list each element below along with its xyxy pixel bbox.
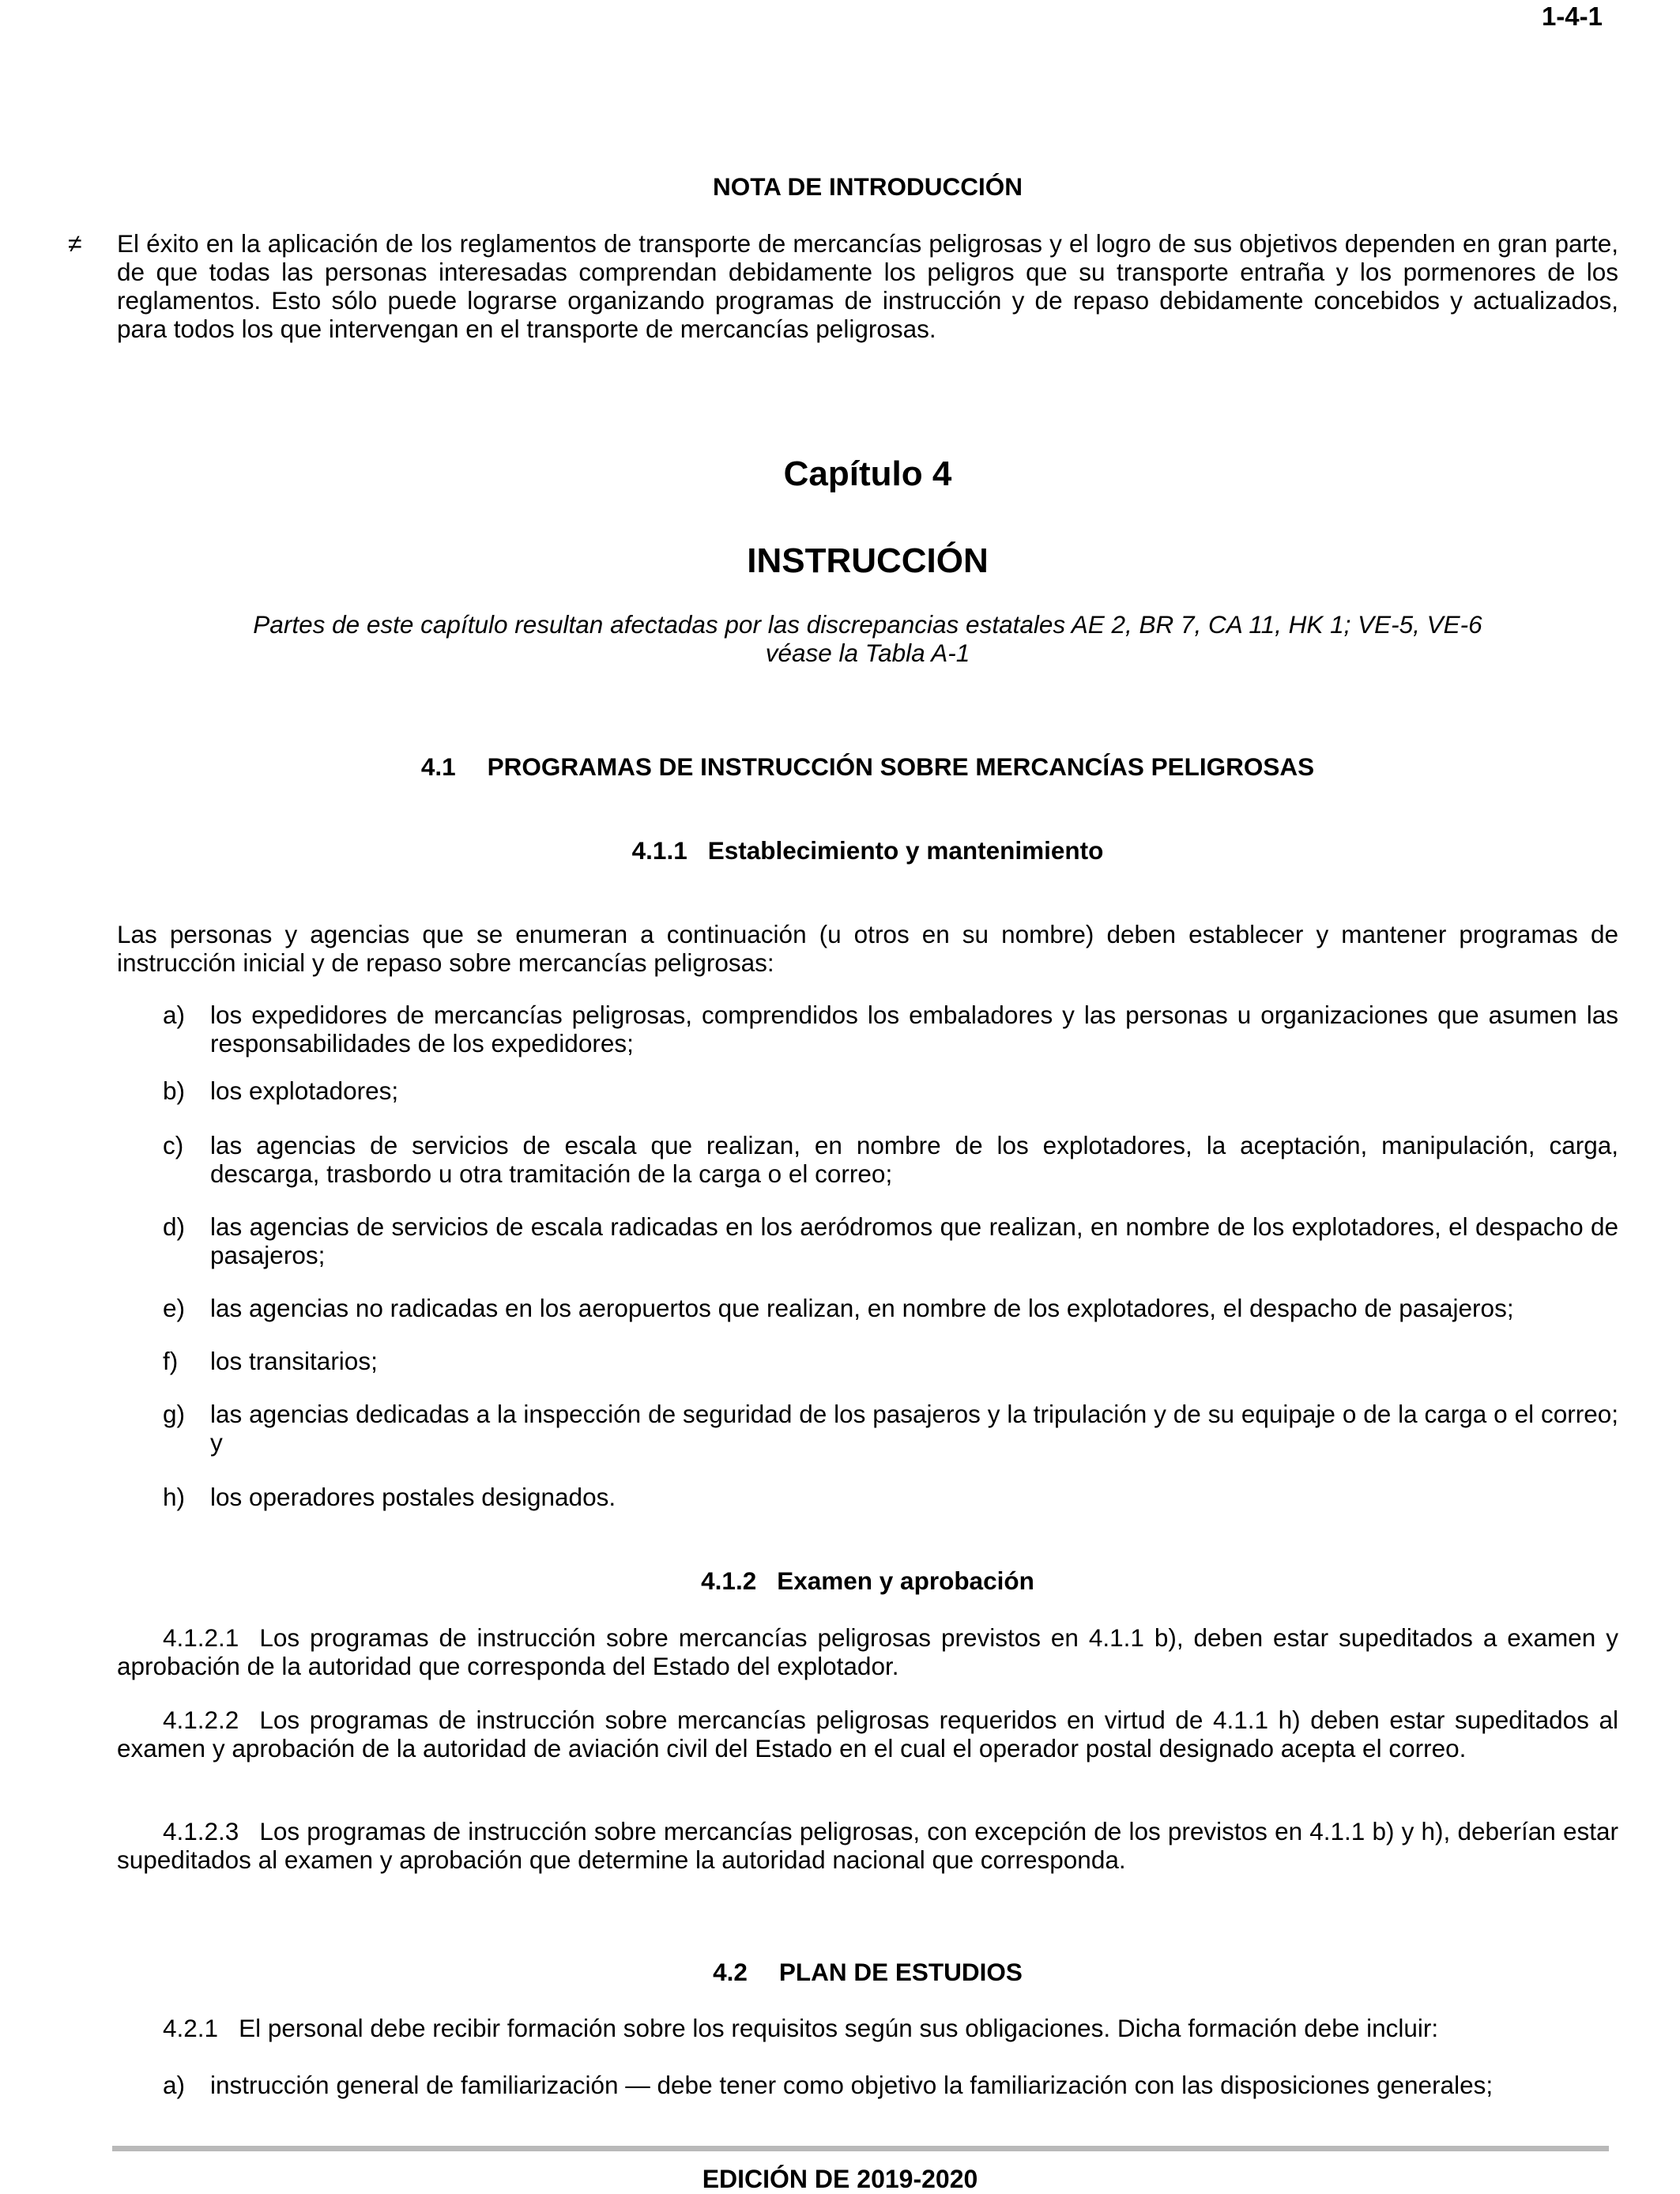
intro-paragraph (68, 229, 1618, 343)
list-marker: g) (163, 1400, 186, 1428)
list-item (117, 1294, 1618, 1322)
paragraph-text: Los programas de instrucción sobre mercancías peligrosas, con excepción de los previstos en 4.1.1 b) y h), deberían estar supeditados al examen y aprobación que determine la autoridad nacional que corresponda. (117, 1817, 1618, 1874)
page-number: 1-4-1 (1541, 2, 1603, 31)
paragraph-4-1-2-1 (117, 1623, 1618, 1680)
list-text: los explotadores; (210, 1076, 399, 1105)
section-title: PROGRAMAS DE INSTRUCCIÓN SOBRE MERCANCÍAS PELIGROSAS (487, 752, 1315, 781)
paragraph-number: 4.1.2.1 (163, 1623, 239, 1652)
change-mark: ≠ (68, 229, 82, 258)
paragraph-text: Los programas de instrucción sobre mercancías peligrosas previstos en 4.1.1 b), deben estar supeditados a examen y aprobación de la autoridad que corresponda del Estado del explotador. (117, 1623, 1618, 1680)
intro-heading: NOTA DE INTRODUCCIÓN (713, 172, 1023, 201)
section-number: 4.1.1 (631, 836, 687, 865)
list-item (117, 1483, 1618, 1511)
section-number: 4.1 (420, 752, 456, 781)
edition-footer: EDICIÓN DE 2019-2020 (702, 2165, 978, 2193)
footer-rule (112, 2146, 1609, 2151)
paragraph-text: El personal debe recibir formación sobre los requisitos según sus obligaciones. Dicha formación debe incluir: (239, 2014, 1439, 2042)
section-heading-4-1 (117, 752, 1618, 781)
list-item (117, 2071, 1618, 2099)
paragraph-4-1-2-3 (117, 1817, 1618, 1874)
list-text: las agencias de servicios de escala que realizan, en nombre de los explotadores, la aceptación, manipulación, carga, descarga, trasbordo u otra tramitación de la carga o el correo; (210, 1131, 1618, 1188)
paragraph-text: Los programas de instrucción sobre mercancías peligrosas requeridos en virtud de 4.1.1 h) deben estar supeditados al examen y aprobación de la autoridad de aviación civil del Estado en el cual el operador postal designado acepta el correo. (117, 1706, 1618, 1762)
list-marker: a) (163, 2071, 186, 2099)
chapter-number: Capítulo 4 (783, 454, 952, 493)
list-item (117, 1076, 1618, 1105)
list-marker: h) (163, 1483, 186, 1511)
list-marker: f) (163, 1347, 179, 1375)
section-title: Examen y aprobación (777, 1566, 1034, 1595)
list-item (117, 1131, 1618, 1188)
paragraph-number: 4.2.1 (163, 2014, 219, 2042)
list-item (117, 1001, 1618, 1057)
list-marker: d) (163, 1212, 186, 1241)
list-marker: a) (163, 1001, 186, 1029)
chapter-note-line-2: véase la Tabla A-1 (765, 639, 970, 667)
list-marker: b) (163, 1076, 186, 1105)
paragraph-number: 4.1.2.2 (163, 1706, 239, 1734)
intro-text: El éxito en la aplicación de los reglamentos de transporte de mercancías peligrosas y el logro de sus objetivos dependen en gran parte, de que todas las personas interesadas comprendan debidamente los peligros que su transporte entraña y los pormenores de los reglamentos. Esto sólo puede lograrse organizando programas de instrucción y de repaso debidamente concebidos y actualizados, para todos los que intervengan en el transporte de mercancías peligrosas. (117, 229, 1618, 343)
list-text: instrucción general de familiarización — debe tener como objetivo la familiarización con las disposiciones generales; (210, 2071, 1494, 2099)
list-text: las agencias dedicadas a la inspección de seguridad de los pasajeros y la tripulación y de su equipaje o de la carga o el correo; y (210, 1400, 1618, 1457)
list-item (117, 1400, 1618, 1457)
section-heading-4-2 (117, 1958, 1618, 1986)
section-4-1-1-intro: Las personas y agencias que se enumeran a continuación (u otros en su nombre) deben establecer y mantener programas de instrucción inicial y de repaso sobre mercancías peligrosas: (117, 920, 1618, 977)
section-heading-4-1-2 (117, 1566, 1618, 1595)
paragraph-4-2-1 (117, 2014, 1618, 2042)
list-item (117, 1212, 1618, 1269)
list-item (117, 1347, 1618, 1375)
list-text: las agencias de servicios de escala radicadas en los aeródromos que realizan, en nombre de los explotadores, el despacho de pasajeros; (210, 1212, 1618, 1269)
list-marker: c) (163, 1131, 184, 1159)
list-text: los transitarios; (210, 1347, 378, 1375)
paragraph-number: 4.1.2.3 (163, 1817, 239, 1845)
section-heading-4-1-1 (117, 836, 1618, 865)
list-marker: e) (163, 1294, 186, 1322)
section-title: Establecimiento y mantenimiento (707, 836, 1104, 865)
section-title: PLAN DE ESTUDIOS (778, 1958, 1023, 1986)
chapter-note-line-1: Partes de este capítulo resultan afectadas por las discrepancias estatales AE 2, BR 7, CA 11, HK 1; VE-5, VE-6 (253, 610, 1482, 639)
chapter-title: INSTRUCCIÓN (747, 541, 989, 580)
paragraph-4-1-2-2 (117, 1706, 1618, 1762)
section-number: 4.1.2 (701, 1566, 757, 1595)
list-text: los operadores postales designados. (210, 1483, 616, 1511)
list-text: los expedidores de mercancías peligrosas, comprendidos los embaladores y las personas u organizaciones que asumen las responsabilidades de los expedidores; (210, 1001, 1618, 1057)
section-number: 4.2 (713, 1958, 748, 1986)
chapter-note (117, 610, 1618, 667)
list-text: las agencias no radicadas en los aeropuertos que realizan, en nombre de los explotadores, el despacho de pasajeros; (210, 1294, 1514, 1322)
